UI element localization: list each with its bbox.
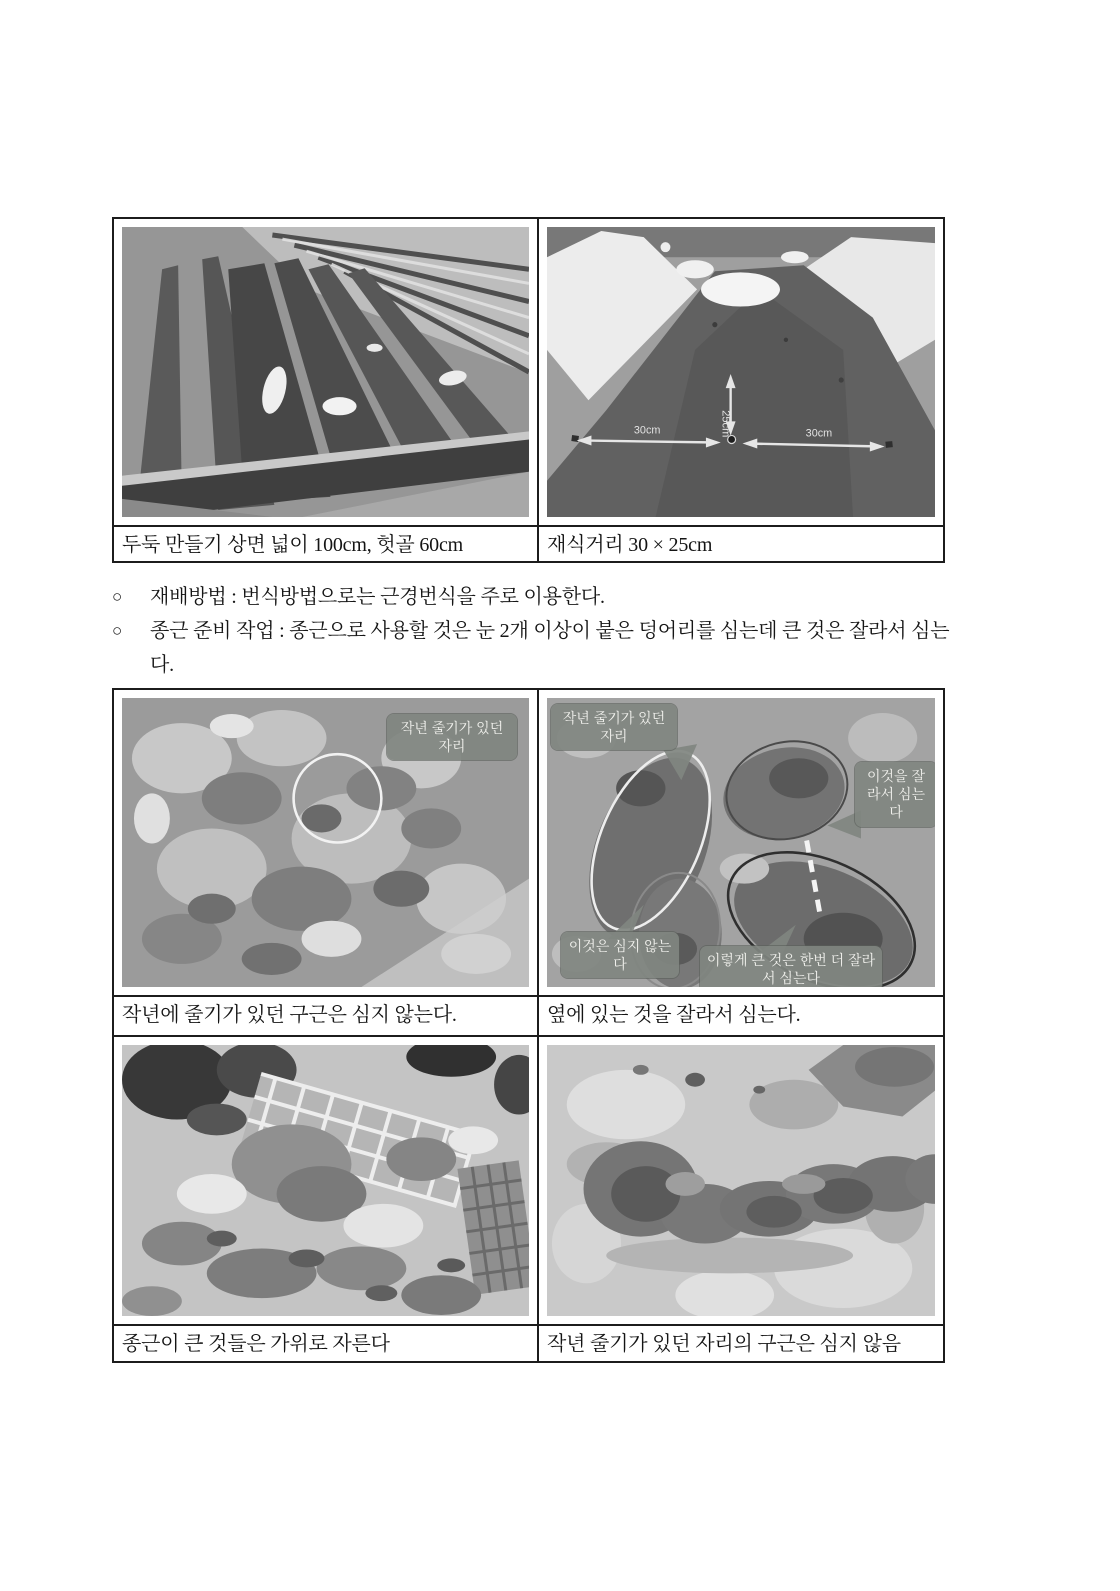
label-cut-and-plant: 이것을 잘라서 심는다 — [855, 762, 935, 827]
arrow-label-vertical: 25cm — [719, 410, 732, 438]
label-old-stem-spot: 작년 줄기가 있던 자리 — [387, 714, 517, 760]
label-old-stem-spot: 작년 줄기가 있던 자리 — [551, 704, 677, 750]
cutting-guide-cell — [537, 690, 943, 995]
caption-cut-side-piece: 옆에 있는 것을 잘라서 심는다. — [537, 995, 943, 1035]
arrow-label-right: 30cm — [805, 427, 833, 440]
single-rhizome-photo — [547, 1045, 935, 1316]
label-do-not-plant: 이것은 심지 않는다 — [561, 932, 679, 978]
bullet-cultivation-method — [112, 580, 950, 614]
caption-ridge-making: 두둑 만들기 상면 넓이 100cm, 헛골 60cm — [114, 525, 537, 561]
label-cut-once-more: 이렇게 큰 것은 한번 더 잘라서 심는다 — [700, 946, 882, 987]
scissors-cutting-cell — [114, 1035, 537, 1324]
top-photo-table — [112, 217, 945, 563]
planting-distance-cell — [537, 219, 943, 525]
old-stem-rhizome-cell — [114, 690, 537, 995]
bullet-seed-rhizome-prep-text: 종근 준비 작업 : 종근으로 사용할 것은 눈 2개 이상이 붙은 덩어리를 심는데 큰 것은 잘라서 심는다. — [150, 620, 950, 676]
circle-bullet-icon: ○ — [112, 621, 123, 640]
planting-distance-illustration — [547, 227, 935, 517]
planting-distance-photo — [547, 227, 935, 517]
arrow-label-left: 30cm — [633, 424, 661, 437]
caption-old-stem-no-plant: 작년에 줄기가 있던 구근은 심지 않는다. — [114, 995, 537, 1035]
old-stem-rhizome-photo — [122, 698, 529, 987]
cutting-work-illustration — [122, 1045, 529, 1316]
single-rhizome-cell — [537, 1035, 943, 1324]
field-ridges-illustration — [122, 227, 529, 517]
body-text — [112, 580, 950, 682]
caption-old-stem-rhizome-no-plant: 작년 줄기가 있던 자리의 구근은 심지 않음 — [537, 1324, 943, 1361]
field-ridges-photo — [122, 227, 529, 517]
caption-cut-with-scissors: 종근이 큰 것들은 가위로 자른다 — [114, 1324, 537, 1361]
bottom-photo-table — [112, 688, 945, 1363]
single-rhizome-illustration — [547, 1045, 935, 1316]
caption-planting-distance: 재식거리 30 × 25cm — [537, 525, 943, 561]
cutting-guide-photo — [547, 698, 935, 987]
scissors-cutting-photo — [122, 1045, 529, 1316]
circle-bullet-icon: ○ — [112, 587, 123, 606]
bullet-cultivation-method-text: 재배방법 : 번식방법으로는 근경번식을 주로 이용한다. — [150, 586, 605, 608]
bullet-seed-rhizome-prep — [112, 614, 950, 682]
field-ridges-cell — [114, 219, 537, 525]
